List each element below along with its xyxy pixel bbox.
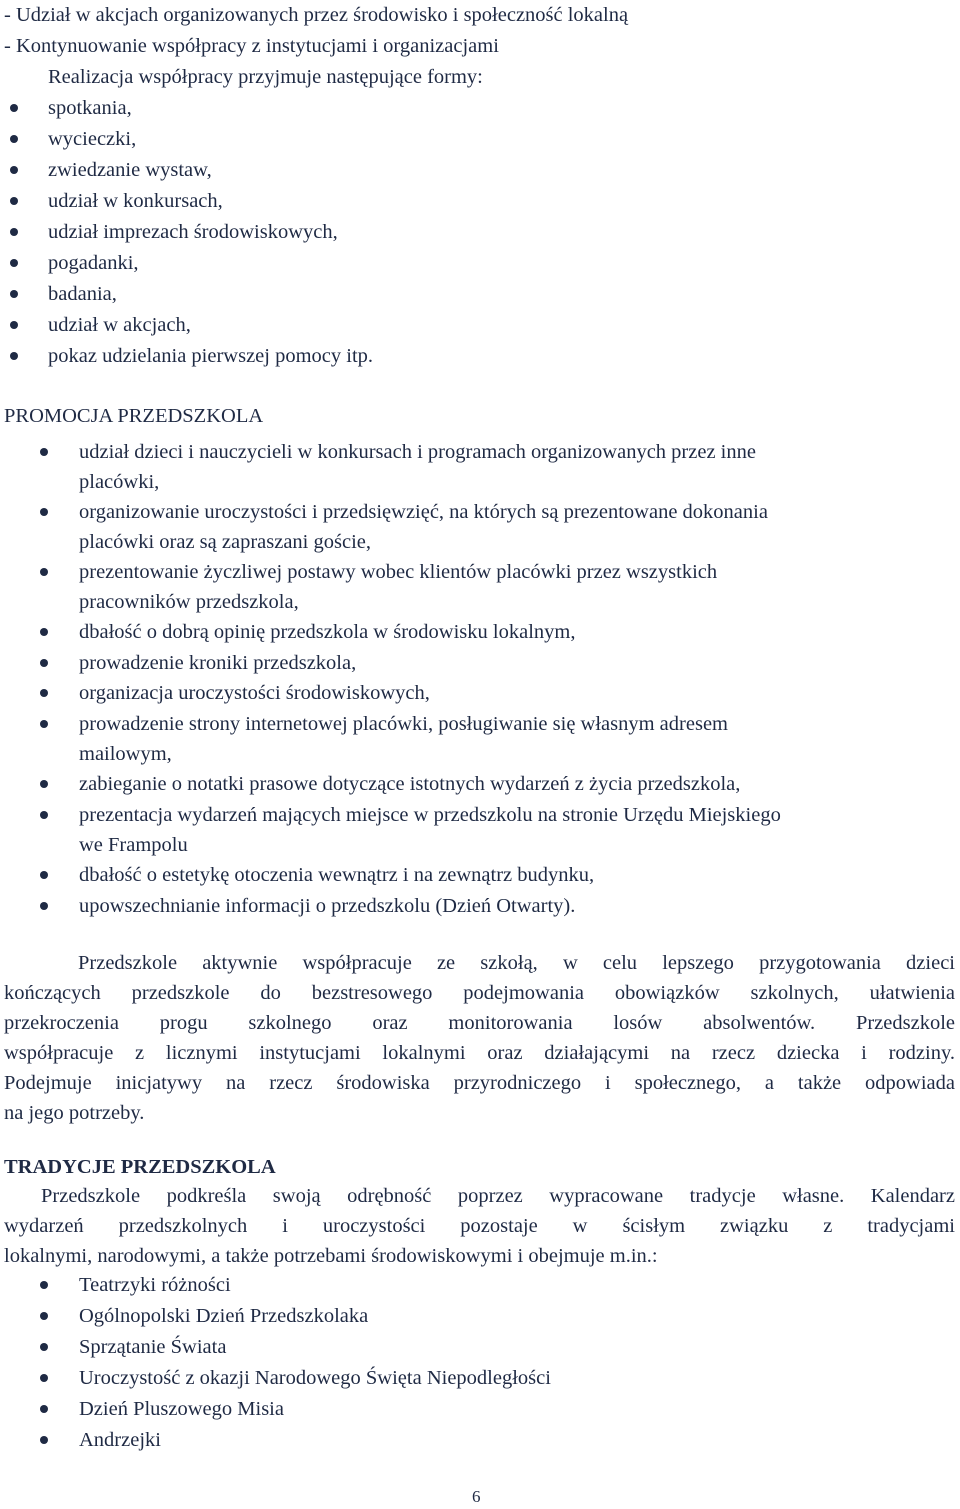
list-item: zwiedzanie wystaw, [48, 159, 212, 181]
list-item: Teatrzyki różności [79, 1274, 231, 1296]
bullet-icon [40, 1281, 48, 1289]
bullet-icon [40, 1436, 48, 1444]
bullet-icon [10, 290, 18, 298]
paragraph-line: kończących przedszkole do bezstresowego podejmowania obowiązków szkolnych, ułatwienia [4, 982, 955, 1004]
bullet-icon [10, 259, 18, 267]
list-item: zabieganie o notatki prasowe dotyczące istotnych wydarzeń z życia przedszkola, [79, 773, 741, 795]
list-item: Dzień Pluszowego Misia [79, 1398, 284, 1420]
bullet-icon [40, 871, 48, 879]
bullet-icon [40, 1312, 48, 1320]
list-item: Uroczystość z okazji Narodowego Święta Niepodległości [79, 1367, 551, 1389]
bullet-icon [40, 689, 48, 697]
bullet-icon [10, 166, 18, 174]
bullet-icon [10, 321, 18, 329]
bullet-icon [40, 811, 48, 819]
list-item: pogadanki, [48, 252, 139, 274]
list-item: prowadzenie kroniki przedszkola, [79, 652, 357, 674]
section-heading-promocja: PROMOCJA PRZEDSZKOLA [4, 405, 264, 427]
list-item: dbałość o estetykę otoczenia wewnątrz i na zewnątrz budynku, [79, 864, 595, 886]
bullet-icon [40, 659, 48, 667]
list-item: udział w akcjach, [48, 314, 191, 336]
bullet-icon [40, 720, 48, 728]
section-heading-tradycje: TRADYCJE PRZEDSZKOLA [4, 1156, 276, 1178]
paragraph-line: Przedszkole aktywnie współpracuje ze szkołą, w celu lepszego przygotowania dzieci [78, 952, 955, 974]
paragraph-line: Podejmuje inicjatywy na rzecz środowiska przyrodniczego i społecznego, a także odpowiada [4, 1072, 955, 1094]
list-item-continuation: we Frampolu [79, 834, 188, 856]
bullet-icon [40, 1374, 48, 1382]
list-item: badania, [48, 283, 117, 305]
paragraph-line: lokalnymi, narodowymi, a także potrzebami środowiskowymi i obejmuje m.in.: [4, 1245, 658, 1267]
list-item: udział dzieci i nauczycieli w konkursach i programach organizowanych przez inne [79, 441, 756, 463]
list-item: prezentowanie życzliwej postawy wobec klientów placówki przez wszystkich [79, 561, 718, 583]
list-item: Sprzątanie Świata [79, 1336, 227, 1358]
list-item-continuation: pracowników przedszkola, [79, 591, 299, 613]
list-item-continuation: placówki, [79, 471, 160, 493]
list-item: spotkania, [48, 97, 132, 119]
page-number: 6 [472, 1487, 481, 1506]
list-item: dbałość o dobrą opinię przedszkola w środowisku lokalnym, [79, 621, 576, 643]
paragraph-line: wydarzeń przedszkolnych i uroczystości pozostaje w ścisłym związku z tradycjami [4, 1215, 955, 1237]
bullet-icon [10, 228, 18, 236]
list-item: udział w konkursach, [48, 190, 223, 212]
dash-item: - Kontynuowanie współpracy z instytucjami i organizacjami [4, 35, 499, 57]
paragraph-line: przekroczenia progu szkolnego oraz monitorowania losów absolwentów. Przedszkole [4, 1012, 955, 1034]
bullet-icon [40, 508, 48, 516]
dash-item: - Udział w akcjach organizowanych przez środowisko i społeczność lokalną [4, 4, 629, 26]
list-item: udział imprezach środowiskowych, [48, 221, 338, 243]
list-item: organizacja uroczystości środowiskowych, [79, 682, 430, 704]
list-item: Andrzejki [79, 1429, 161, 1451]
forms-title: Realizacja współpracy przyjmuje następujące formy: [48, 66, 483, 88]
list-item: pokaz udzielania pierwszej pomocy itp. [48, 345, 374, 367]
bullet-icon [40, 902, 48, 910]
list-item: prowadzenie strony internetowej placówki, posługiwanie się własnym adresem [79, 713, 728, 735]
list-item-continuation: mailowym, [79, 743, 172, 765]
bullet-icon [40, 568, 48, 576]
paragraph-line: Przedszkole podkreśla swoją odrębność poprzez wypracowane tradycje własne. Kalendarz [41, 1185, 955, 1207]
bullet-icon [40, 780, 48, 788]
paragraph-line: na jego potrzeby. [4, 1102, 145, 1124]
list-item: wycieczki, [48, 128, 137, 150]
bullet-icon [40, 1405, 48, 1413]
bullet-icon [10, 135, 18, 143]
paragraph-line: współpracuje z licznymi instytucjami lokalnymi oraz działającymi na rzecz dziecka i rodziny. [4, 1042, 955, 1064]
list-item: upowszechnianie informacji o przedszkolu (Dzień Otwarty). [79, 895, 576, 917]
bullet-icon [40, 1343, 48, 1351]
bullet-icon [40, 628, 48, 636]
list-item: prezentacja wydarzeń mających miejsce w przedszkolu na stronie Urzędu Miejskiego [79, 804, 781, 826]
bullet-icon [10, 104, 18, 112]
bullet-icon [10, 352, 18, 360]
list-item-continuation: placówki oraz są zapraszani goście, [79, 531, 371, 553]
list-item: Ogólnopolski Dzień Przedszkolaka [79, 1305, 369, 1327]
bullet-icon [10, 197, 18, 205]
list-item: organizowanie uroczystości i przedsięwzięć, na których są prezentowane dokonania [79, 501, 768, 523]
bullet-icon [40, 448, 48, 456]
